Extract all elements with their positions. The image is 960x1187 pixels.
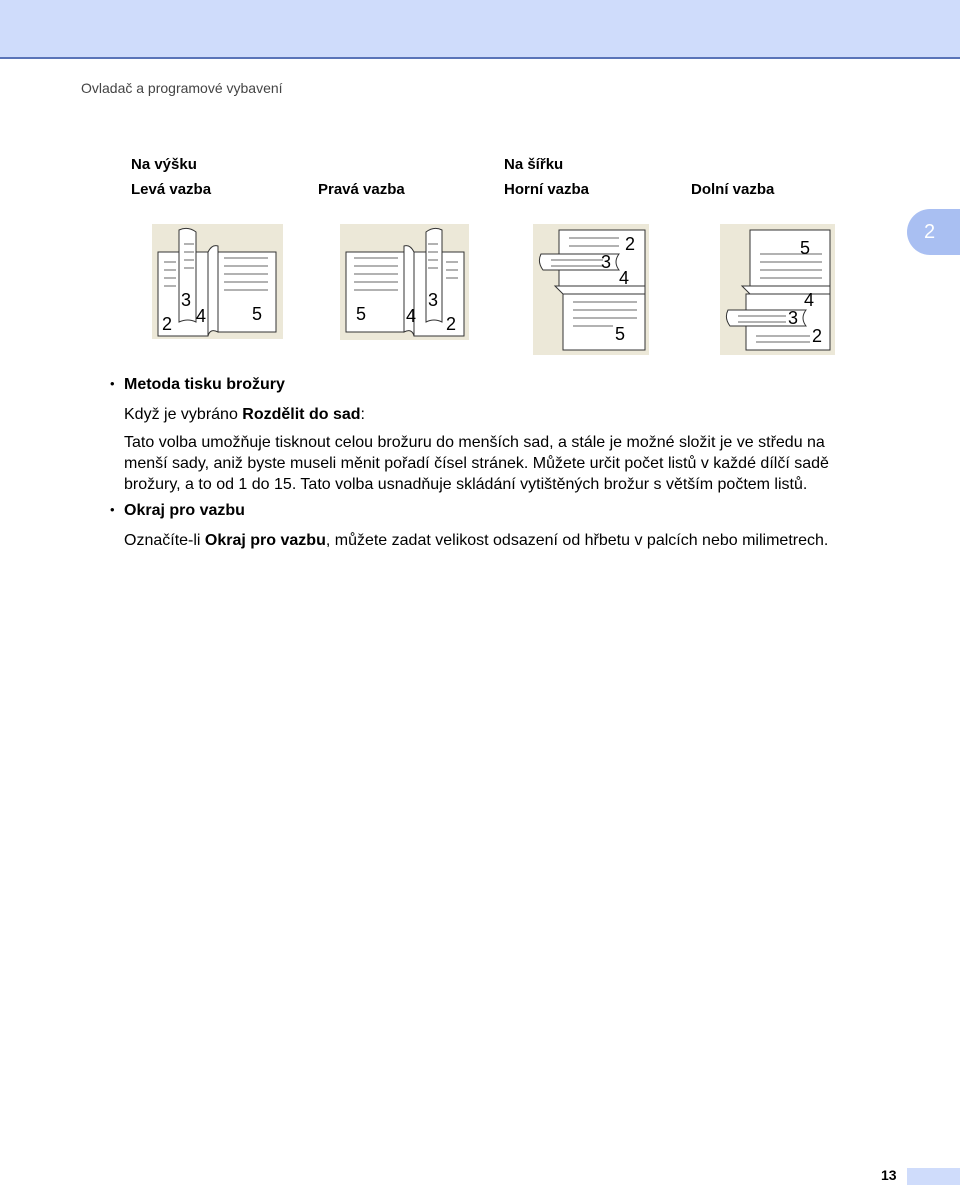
body-line: menší sady, aniž byste museli měnit pořadí čísel stránek. Můžete určit počet listů v každé dílčí sadě — [124, 455, 829, 472]
page-num-text: 5 — [356, 304, 367, 324]
running-header: Ovladač a programové vybavení — [81, 80, 283, 96]
page-num-text: 5 — [252, 304, 263, 324]
intro-bold: Rozdělit do sad — [242, 406, 361, 423]
right-binding-figure — [340, 224, 469, 340]
footer-band — [907, 1168, 960, 1185]
landscape-label: Na šířku — [504, 156, 564, 173]
page-num-text: 3 — [428, 290, 439, 310]
body-line: brožury, a to od 1 do 15. Tato volba usnadňuje skládání vytištěných brožur s větším počtem listů. — [124, 476, 808, 493]
page-num-text: 5 — [800, 238, 811, 258]
offset-bold: Okraj pro vazbu — [204, 532, 326, 549]
page-num-text: 4 — [196, 306, 207, 326]
bottom-binding-label: Dolní vazba — [691, 181, 775, 198]
offset-suffix: , můžete zadat velikost odsazení od hřbetu v palcích nebo milimetrech. — [325, 532, 829, 549]
body-line — [124, 530, 828, 551]
page-number: 13 — [881, 1167, 897, 1183]
bottom-binding-figure — [720, 224, 835, 355]
chapter-tab: 2 — [907, 209, 960, 255]
intro-suffix: : — [360, 406, 365, 423]
page-num-text: 3 — [788, 308, 799, 328]
bullet-heading: Metoda tisku brožury — [124, 376, 285, 393]
right-binding-label: Pravá vazba — [318, 181, 405, 198]
page-num-text: 2 — [446, 314, 457, 334]
bullet-heading: Okraj pro vazbu — [124, 502, 245, 519]
page-num-text: 3 — [181, 290, 192, 310]
portrait-label: Na výšku — [131, 156, 197, 173]
bullet-dot: • — [110, 502, 115, 517]
page-num-text: 4 — [804, 290, 815, 310]
page-num-text: 4 — [619, 268, 630, 288]
left-binding-label: Levá vazba — [131, 181, 212, 198]
page-num-text: 4 — [406, 306, 417, 326]
top-binding-label: Horní vazba — [504, 181, 590, 198]
offset-prefix: Označíte-li — [124, 532, 205, 549]
page-num-text: 2 — [812, 326, 823, 346]
body-line: Tato volba umožňuje tisknout celou brožuru do menších sad, a stále je možné složit je ve středu na — [124, 434, 825, 451]
header-band — [0, 0, 960, 59]
intro-line — [124, 404, 365, 425]
left-binding-figure — [152, 224, 283, 339]
page-num-text: 2 — [625, 234, 636, 254]
page-num-text: 3 — [601, 252, 612, 272]
intro-prefix: Když je vybráno — [124, 406, 243, 423]
top-binding-figure — [533, 224, 649, 355]
page-num-text: 2 — [162, 314, 173, 334]
page-num-text: 5 — [615, 324, 626, 344]
bullet-dot: • — [110, 376, 115, 391]
